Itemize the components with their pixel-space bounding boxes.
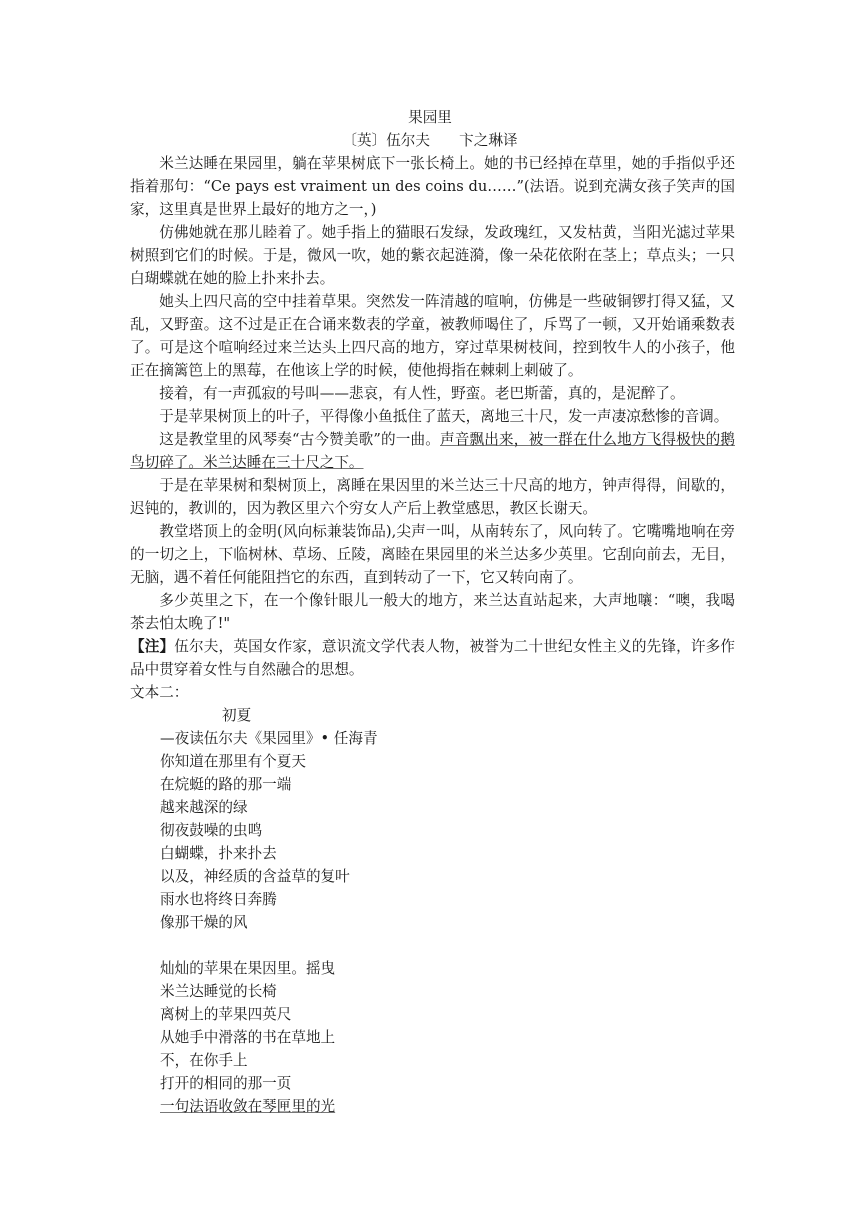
paragraph-9: 多少英里之下，在一个像针眼儿一般大的地方，来兰达直站起来，大声地嚷：“噢，我喝茶去怕太晚了!" — [130, 592, 735, 632]
poem-subtitle: —夜读伍尔夫《果园里》• 任海青 — [160, 730, 378, 747]
poem-last-line: 一句法语收敛在琴匣里的光 — [160, 1098, 336, 1115]
poem-line: 你知道在那里有个夏天 — [160, 753, 306, 770]
poem-line: 彻夜鼓噪的虫鸣 — [160, 822, 263, 839]
poem-line: 雨水也将终日奔腾 — [160, 891, 277, 908]
poem-body — [130, 727, 735, 1118]
document-title: 果园里 — [408, 109, 452, 126]
poem-line: 在烷蜓的路的那一端 — [160, 776, 292, 793]
note-text: 伍尔夫，英国女作家，意识流文学代表人物，被誉为二十世纪女性主义的先锋，许多作品中贯穿着女性与自然融合的思想。 — [130, 638, 735, 678]
paragraph-8: 教堂塔顶上的金明(风向标兼装饰品),尖声一叫，从南转东了，风向转了。它嘴嘴地响在旁的一切之上，下临树林、草场、丘陵，离睦在果园里的米兰达多少英里。它刮向前去，无目，无脑，遇不着任何能阻挡它的东西，直到转动了一下，它又转向南了。 — [130, 523, 735, 586]
paragraph-6 — [130, 428, 735, 474]
poem-line: 像那干燥的风 — [160, 914, 248, 931]
poem-line: 离树上的苹果四英尺 — [160, 1006, 292, 1023]
poem-title: 初夏 — [222, 707, 252, 724]
poem-line: 白蝴蝶，扑来扑去 — [160, 845, 277, 862]
paragraph-4: 接着，有一声孤寂的号叫——悲哀，有人性，野蛮。老巴斯蕾，真的，是泥醉了。 — [159, 385, 685, 402]
poem-line: 以及，神经质的含益草的复叶 — [160, 868, 350, 885]
poem-line: 米兰达睡觉的长椅 — [160, 983, 277, 1000]
paragraph-3: 她头上四尺高的空中挂着草果。突然发一阵清越的喧响，仿佛是一些破铜锣打得又猛，又乱，又野蛮。这不过是正在合诵来数表的学童，被教师喝住了，斥骂了一顿，又开始诵乘数表了。可是这个喧响经过来兰达头上四尺高的地方，穿过草果树枝间，控到牧牛人的小孩子，他正在摘篱笆上的黑莓，在他该上学的时候，使他拇指在棘刺上刺破了。 — [130, 293, 735, 379]
text2-label: 文本二： — [130, 684, 189, 701]
poem-line: 不，在你手上 — [160, 1052, 248, 1069]
paragraph-7: 于是在苹果树和梨树顶上，离睡在果因里的米兰达三十尺高的地方，钟声得得，间歇的，迟钝的，教训的，因为教区里六个穷女人产后上教堂感思，教区长谢天。 — [130, 477, 735, 517]
paragraph-2: 仿佛她就在那儿睦着了。她手指上的猫眼石发绿，发政瑰红，又发枯黄，当阳光滤过苹果树照到它们的时候。于是，微风一吹，她的紫衣起涟漪，像一朵花依附在茎上；草点头；一只白瑚蝶就在她的脸上扑来扑去。 — [130, 224, 735, 287]
poem-line: 灿灿的苹果在果因里。摇曳 — [160, 960, 336, 977]
author-line: 〔英〕伍尔夫 卞之琳译 — [342, 132, 518, 149]
document-body — [130, 152, 735, 1118]
stanza-gap — [160, 934, 735, 957]
poem-line: 从她手中滑落的书在草地上 — [160, 1029, 336, 1046]
author-note — [130, 635, 735, 681]
organ-plain-text: 这是教堂里的风琴奏“古今赞美歌”的一曲。 — [159, 431, 441, 448]
note-tag: 【注】 — [130, 638, 175, 655]
poem-line: 打开的相同的那一页 — [160, 1075, 292, 1092]
organ-underlined-text: 声音飘出来，被一群在什么地方飞得极快的鹅鸟切碎了。米兰达睡在三十尺之下。 — [130, 431, 735, 471]
poem-line: 越来越深的绿 — [160, 799, 248, 816]
paragraph-1: 米兰达睡在果园里，躺在苹果树底下一张长椅上。她的书已经掉在草里，她的手指似乎还指着那句：“Ce pays est vraiment un des coins du……”(法语。说到充满女孩子笑声的国家，这里真是世界上最好的地方之一，) — [130, 155, 735, 218]
paragraph-5: 于是苹果树顶上的叶子，平得像小鱼抵住了蓝天，离地三十尺，发一声凄凉愁惨的音调。 — [159, 408, 729, 425]
